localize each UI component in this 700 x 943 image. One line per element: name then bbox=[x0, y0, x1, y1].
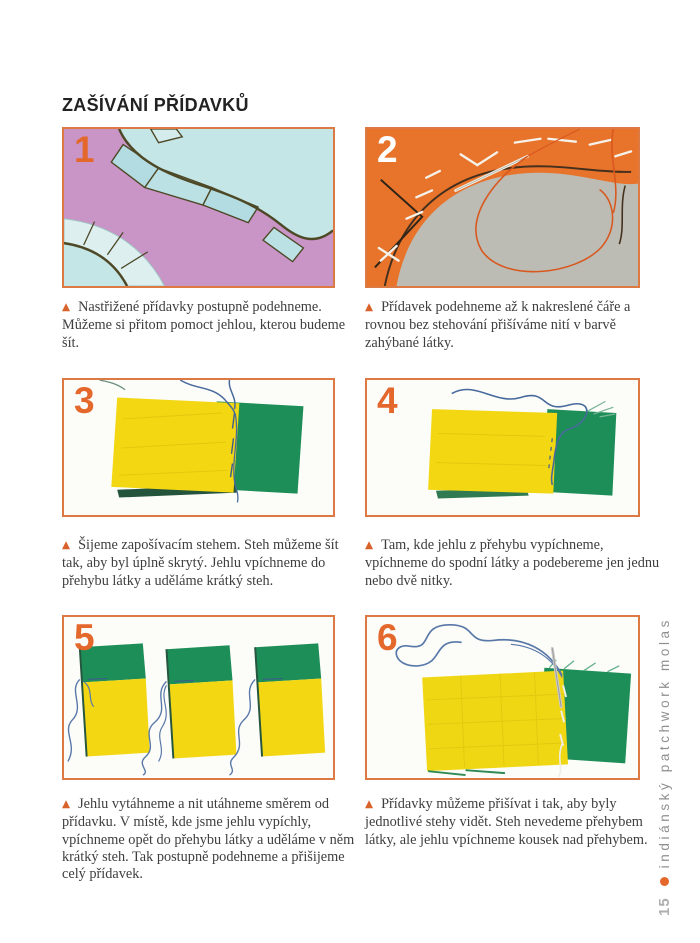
page-number: 15 bbox=[656, 897, 673, 916]
step-3-number: 3 bbox=[74, 380, 95, 421]
step-2-caption bbox=[365, 299, 663, 352]
step-2-panel bbox=[365, 127, 640, 288]
sidebar bbox=[656, 617, 674, 916]
orange-dot-icon bbox=[660, 877, 669, 886]
step-2-number: 2 bbox=[377, 129, 398, 170]
step-4-caption-text: Tam, kde jehlu z přehybu vypíchneme, vpíchneme do spodní látky a podebereme jen jednu nebo dvě nitky. bbox=[365, 537, 660, 589]
triangle-marker-icon: ▲ bbox=[365, 797, 374, 810]
page-title: ZAŠÍVÁNÍ PŘÍDAVKŮ bbox=[62, 95, 249, 116]
step-1-photo bbox=[64, 129, 333, 286]
triangle-marker-icon: ▲ bbox=[365, 538, 374, 551]
step-1-panel bbox=[62, 127, 335, 288]
step-2-caption-text: Přídavek podehneme až k nakreslené čáře a rovnou bez stehování přišíváme nití v barvě zahýbané látky. bbox=[365, 299, 631, 351]
step-6-number: 6 bbox=[377, 617, 398, 658]
step-4-panel bbox=[365, 378, 640, 517]
step-6-panel bbox=[365, 615, 640, 780]
step-5-panel bbox=[62, 615, 335, 780]
step-1-number: 1 bbox=[74, 129, 95, 170]
step-1-caption bbox=[62, 299, 360, 352]
sidebar-label: indiánský patchwork molas bbox=[657, 616, 672, 869]
step-3-caption bbox=[62, 537, 360, 590]
triangle-marker-icon: ▲ bbox=[62, 300, 71, 313]
step-4-number: 4 bbox=[377, 380, 398, 421]
step-3-panel bbox=[62, 378, 335, 517]
step-3-photo bbox=[64, 380, 333, 515]
step-1-caption-text: Nastřižené přídavky postupně podehneme. Můžeme si přitom pomoct jehlou, kterou budeme šít. bbox=[62, 299, 346, 351]
step-5-caption-text: Jehlu vytáhneme a nit utáhneme směrem od přídavku. V místě, kde jsme jehlu vypíchly, vpíchneme opět do přehybu látky a uděláme v něm krátký steh. Tak postupně podehneme a přišijeme celý přídavek. bbox=[62, 796, 355, 883]
step-6-caption bbox=[365, 796, 663, 849]
step-6-caption-text: Přídavky můžeme přišívat i tak, aby byly jednotlivé stehy vidět. Steh nevedeme přehybem látky, ale jehlu vpíchneme kousek nad přehybem. bbox=[365, 796, 648, 848]
step-4-photo bbox=[367, 380, 638, 515]
triangle-marker-icon: ▲ bbox=[62, 538, 71, 551]
step-4-caption bbox=[365, 537, 663, 590]
step-5-number: 5 bbox=[74, 617, 95, 658]
step-2-photo bbox=[367, 129, 638, 286]
step-6-photo bbox=[367, 617, 638, 778]
step-3-caption-text: Šijeme zapošívacím stehem. Steh můžeme šít tak, aby byl úplně skrytý. Jehlu vpíchneme do přehybu látky a uděláme krátký steh. bbox=[62, 537, 339, 589]
triangle-marker-icon: ▲ bbox=[62, 797, 71, 810]
step-5-caption bbox=[62, 796, 360, 883]
triangle-marker-icon: ▲ bbox=[365, 300, 374, 313]
step-5-photo bbox=[64, 617, 333, 778]
